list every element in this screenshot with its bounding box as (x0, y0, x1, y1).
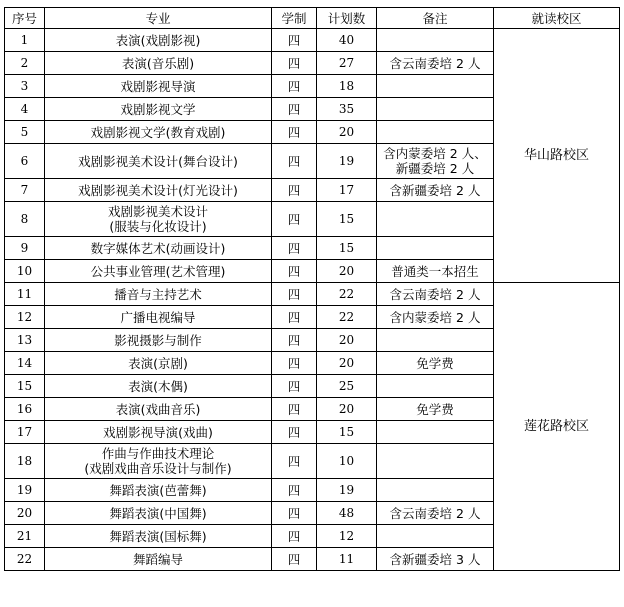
years-cell: 四 (272, 260, 317, 283)
seq-cell: 7 (5, 179, 45, 202)
seq-cell: 19 (5, 479, 45, 502)
table-row (5, 283, 620, 306)
major-cell: 戏剧影视美术设计(灯光设计) (45, 179, 272, 202)
major-cell: 舞蹈表演(国标舞) (45, 525, 272, 548)
years-cell: 四 (272, 237, 317, 260)
seq-cell: 2 (5, 52, 45, 75)
note-cell (377, 375, 494, 398)
note-cell: 含内蒙委培 2 人 (377, 306, 494, 329)
note-cell: 含新疆委培 3 人 (377, 548, 494, 571)
admissions-plan-sheet (4, 7, 620, 571)
major-cell: 影视摄影与制作 (45, 329, 272, 352)
years-cell: 四 (272, 75, 317, 98)
note-cell: 含新疆委培 2 人 (377, 179, 494, 202)
note-cell: 含云南委培 2 人 (377, 52, 494, 75)
years-cell: 四 (272, 548, 317, 571)
major-cell: 作曲与作曲技术理论 (戏剧戏曲音乐设计与制作) (45, 444, 272, 479)
major-cell: 戏剧影视导演(戏曲) (45, 421, 272, 444)
admissions-plan-table (4, 7, 620, 571)
note-cell: 含云南委培 2 人 (377, 283, 494, 306)
plan-cell: 40 (317, 29, 377, 52)
plan-cell: 19 (317, 479, 377, 502)
seq-cell: 11 (5, 283, 45, 306)
plan-cell: 11 (317, 548, 377, 571)
seq-cell: 16 (5, 398, 45, 421)
major-cell: 表演(戏剧影视) (45, 29, 272, 52)
seq-cell: 12 (5, 306, 45, 329)
years-cell: 四 (272, 329, 317, 352)
plan-cell: 15 (317, 202, 377, 237)
seq-cell: 8 (5, 202, 45, 237)
years-cell: 四 (272, 144, 317, 179)
plan-cell: 12 (317, 525, 377, 548)
seq-cell: 13 (5, 329, 45, 352)
major-cell: 戏剧影视美术设计(舞台设计) (45, 144, 272, 179)
major-cell: 表演(音乐剧) (45, 52, 272, 75)
plan-cell: 15 (317, 237, 377, 260)
note-cell (377, 202, 494, 237)
note-cell (377, 237, 494, 260)
years-cell: 四 (272, 502, 317, 525)
header-seq: 序号 (5, 8, 45, 29)
plan-cell: 19 (317, 144, 377, 179)
years-cell: 四 (272, 52, 317, 75)
major-cell: 广播电视编导 (45, 306, 272, 329)
note-cell: 含内蒙委培 2 人、 新疆委培 2 人 (377, 144, 494, 179)
plan-cell: 20 (317, 121, 377, 144)
note-cell (377, 525, 494, 548)
years-cell: 四 (272, 306, 317, 329)
seq-cell: 1 (5, 29, 45, 52)
plan-cell: 10 (317, 444, 377, 479)
campus-cell: 华山路校区 (494, 29, 620, 283)
years-cell: 四 (272, 398, 317, 421)
campus-cell: 莲花路校区 (494, 283, 620, 571)
major-cell: 舞蹈表演(中国舞) (45, 502, 272, 525)
seq-cell: 21 (5, 525, 45, 548)
seq-cell: 9 (5, 237, 45, 260)
plan-cell: 20 (317, 398, 377, 421)
seq-cell: 6 (5, 144, 45, 179)
note-cell: 含云南委培 2 人 (377, 502, 494, 525)
seq-cell: 3 (5, 75, 45, 98)
major-cell: 戏剧影视导演 (45, 75, 272, 98)
note-cell (377, 421, 494, 444)
major-cell: 表演(戏曲音乐) (45, 398, 272, 421)
major-cell: 舞蹈编导 (45, 548, 272, 571)
years-cell: 四 (272, 98, 317, 121)
seq-cell: 14 (5, 352, 45, 375)
years-cell: 四 (272, 121, 317, 144)
note-cell (377, 121, 494, 144)
plan-cell: 20 (317, 329, 377, 352)
note-cell: 普通类一本招生 (377, 260, 494, 283)
table-row (5, 29, 620, 52)
major-cell: 舞蹈表演(芭蕾舞) (45, 479, 272, 502)
header-major: 专业 (45, 8, 272, 29)
table-body (5, 29, 620, 571)
major-cell: 公共事业管理(艺术管理) (45, 260, 272, 283)
plan-cell: 22 (317, 306, 377, 329)
major-cell: 表演(木偶) (45, 375, 272, 398)
years-cell: 四 (272, 202, 317, 237)
plan-cell: 18 (317, 75, 377, 98)
major-cell: 表演(京剧) (45, 352, 272, 375)
plan-cell: 35 (317, 98, 377, 121)
header-years: 学制 (272, 8, 317, 29)
plan-cell: 27 (317, 52, 377, 75)
note-cell (377, 479, 494, 502)
major-cell: 播音与主持艺术 (45, 283, 272, 306)
header-note: 备注 (377, 8, 494, 29)
plan-cell: 20 (317, 352, 377, 375)
plan-cell: 17 (317, 179, 377, 202)
header-plan: 计划数 (317, 8, 377, 29)
years-cell: 四 (272, 375, 317, 398)
plan-cell: 15 (317, 421, 377, 444)
seq-cell: 18 (5, 444, 45, 479)
seq-cell: 5 (5, 121, 45, 144)
seq-cell: 15 (5, 375, 45, 398)
note-cell (377, 29, 494, 52)
major-cell: 数字媒体艺术(动画设计) (45, 237, 272, 260)
major-cell: 戏剧影视美术设计 (服装与化妆设计) (45, 202, 272, 237)
note-cell (377, 75, 494, 98)
major-cell: 戏剧影视文学(教育戏剧) (45, 121, 272, 144)
years-cell: 四 (272, 444, 317, 479)
years-cell: 四 (272, 179, 317, 202)
years-cell: 四 (272, 352, 317, 375)
seq-cell: 22 (5, 548, 45, 571)
note-cell: 免学费 (377, 352, 494, 375)
plan-cell: 48 (317, 502, 377, 525)
note-cell (377, 329, 494, 352)
plan-cell: 20 (317, 260, 377, 283)
years-cell: 四 (272, 283, 317, 306)
seq-cell: 10 (5, 260, 45, 283)
header-campus: 就读校区 (494, 8, 620, 29)
plan-cell: 25 (317, 375, 377, 398)
years-cell: 四 (272, 525, 317, 548)
major-cell: 戏剧影视文学 (45, 98, 272, 121)
seq-cell: 20 (5, 502, 45, 525)
years-cell: 四 (272, 479, 317, 502)
years-cell: 四 (272, 29, 317, 52)
seq-cell: 17 (5, 421, 45, 444)
seq-cell: 4 (5, 98, 45, 121)
header-row (5, 8, 620, 29)
years-cell: 四 (272, 421, 317, 444)
note-cell (377, 444, 494, 479)
plan-cell: 22 (317, 283, 377, 306)
note-cell (377, 98, 494, 121)
note-cell: 免学费 (377, 398, 494, 421)
